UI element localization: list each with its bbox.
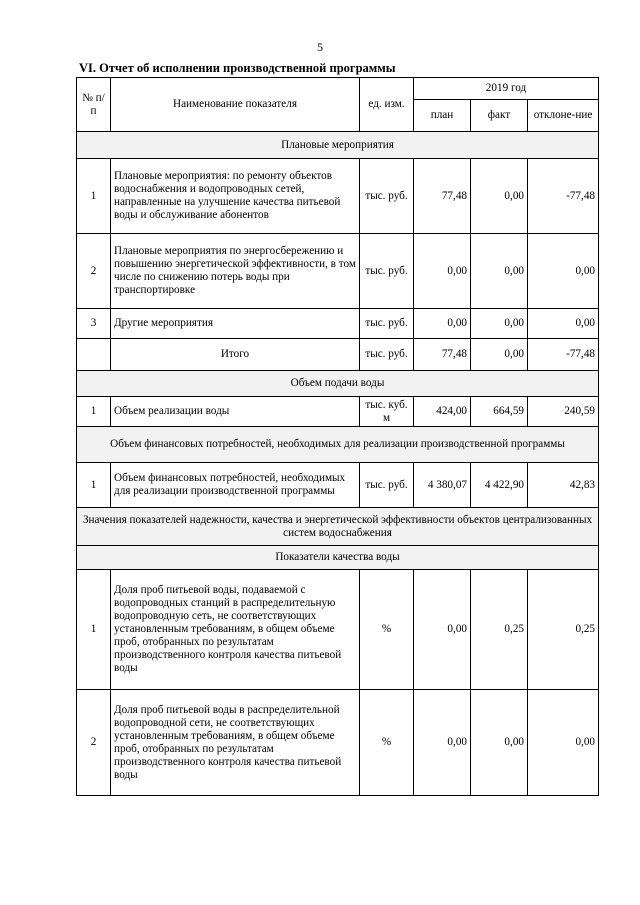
- header-year: 2019 год: [414, 78, 599, 100]
- table-header-row: [77, 78, 599, 100]
- row-num: 2: [77, 690, 111, 796]
- row-fact: 4 422,90: [471, 463, 528, 508]
- total-row: [77, 339, 599, 371]
- section-row: [77, 427, 599, 463]
- row-num: 2: [77, 234, 111, 309]
- row-deviation: 240,59: [528, 397, 599, 427]
- row-num: 3: [77, 309, 111, 339]
- table-row: [77, 397, 599, 427]
- row-unit: тыс. руб.: [360, 234, 414, 309]
- header-deviation: отклоне-ние: [528, 100, 599, 132]
- row-unit: %: [360, 690, 414, 796]
- header-num: № п/п: [77, 78, 111, 132]
- row-name: Другие мероприятия: [111, 309, 360, 339]
- row-name: Плановые мероприятия: по ремонту объектов водоснабжения и водопроводных сетей, направленные на улучшение качества питьевой воды и обслуживание абонентов: [111, 159, 360, 234]
- row-deviation: 42,83: [528, 463, 599, 508]
- table-row: [77, 463, 599, 508]
- row-name: Объем финансовых потребностей, необходимых для реализации производственной программы: [111, 463, 360, 508]
- table-row: [77, 234, 599, 309]
- row-num: [77, 339, 111, 371]
- row-deviation: 0,25: [528, 570, 599, 690]
- row-fact: 0,00: [471, 339, 528, 371]
- row-name: Итого: [111, 339, 360, 371]
- row-unit: %: [360, 570, 414, 690]
- row-unit: тыс. куб. м: [360, 397, 414, 427]
- row-fact: 0,00: [471, 309, 528, 339]
- section-row: [77, 371, 599, 397]
- row-name: Объем реализации воды: [111, 397, 360, 427]
- section-financial: Объем финансовых потребностей, необходимых для реализации производственной программы: [77, 427, 599, 463]
- row-name: Доля проб питьевой воды в распределительной водопроводной сети, не соответствующих установленным требованиям, в общем объеме проб, отобранных по результатам производственного контроля качества питьевой воды: [111, 690, 360, 796]
- row-unit: тыс. руб.: [360, 309, 414, 339]
- section-quality: Показатели качества воды: [77, 546, 599, 570]
- row-plan: 0,00: [414, 570, 471, 690]
- row-unit: тыс. руб.: [360, 339, 414, 371]
- row-num: 1: [77, 570, 111, 690]
- row-fact: 664,59: [471, 397, 528, 427]
- row-deviation: 0,00: [528, 309, 599, 339]
- row-name: Доля проб питьевой воды, подаваемой с водопроводных станций в распределительную водопроводную сеть, не соответствующих установленным требованиям, в общем объеме проб, отобранных по результатам производственного контроля качества питьевой воды: [111, 570, 360, 690]
- row-deviation: 0,00: [528, 690, 599, 796]
- row-unit: тыс. руб.: [360, 463, 414, 508]
- row-deviation: 0,00: [528, 234, 599, 309]
- row-fact: 0,00: [471, 690, 528, 796]
- row-fact: 0,00: [471, 159, 528, 234]
- section-row: [77, 132, 599, 159]
- section-row: [77, 508, 599, 546]
- page-number: 5: [317, 40, 323, 54]
- section-water-supply: Объем подачи воды: [77, 371, 599, 397]
- row-fact: 0,25: [471, 570, 528, 690]
- row-num: 1: [77, 159, 111, 234]
- row-unit: тыс. руб.: [360, 159, 414, 234]
- row-plan: 77,48: [414, 339, 471, 371]
- section-reliability: Значения показателей надежности, качества и энергетической эффективности объектов централизованных систем водоснабжения: [77, 508, 599, 546]
- row-name: Плановые мероприятия по энергосбережению и повышению энергетической эффективности, в том числе по снижению потерь воды при транспортировке: [111, 234, 360, 309]
- header-unit: ед. изм.: [360, 78, 414, 132]
- row-plan: 0,00: [414, 309, 471, 339]
- row-plan: 0,00: [414, 234, 471, 309]
- row-plan: 424,00: [414, 397, 471, 427]
- header-fact: факт: [471, 100, 528, 132]
- row-deviation: -77,48: [528, 159, 599, 234]
- section-row: [77, 546, 599, 570]
- row-num: 1: [77, 463, 111, 508]
- table-row: [77, 159, 599, 234]
- row-num: 1: [77, 397, 111, 427]
- section-planned-measures: Плановые мероприятия: [77, 132, 599, 159]
- production-program-table: [76, 77, 599, 796]
- row-plan: 77,48: [414, 159, 471, 234]
- header-plan: план: [414, 100, 471, 132]
- table-row: [77, 309, 599, 339]
- table-row: [77, 570, 599, 690]
- row-plan: 4 380,07: [414, 463, 471, 508]
- row-plan: 0,00: [414, 690, 471, 796]
- row-fact: 0,00: [471, 234, 528, 309]
- header-name: Наименование показателя: [111, 78, 360, 132]
- row-deviation: -77,48: [528, 339, 599, 371]
- section-title: VI. Отчет об исполнении производственной программы: [79, 61, 396, 75]
- table-row: [77, 690, 599, 796]
